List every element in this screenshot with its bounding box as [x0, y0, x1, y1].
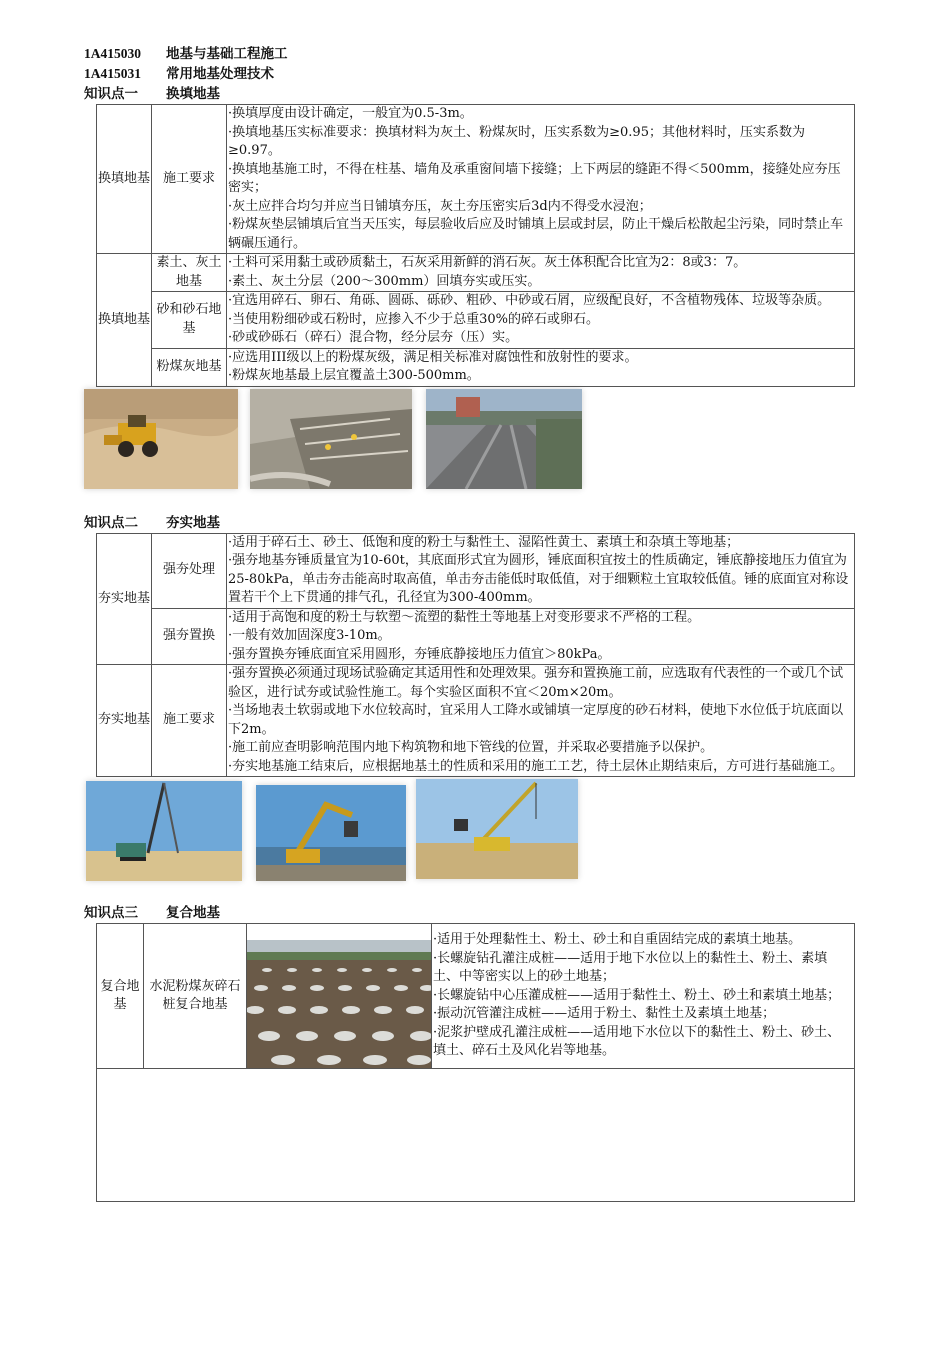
- text-line: ·当使用粉细砂或石粉时，应掺入不少于总重30%的碎石或卵石。: [228, 311, 600, 327]
- text-line: ·泥浆护壁成孔灌注成桩——适用地下水位以下的黏性土、粉土、砂土、填土、碎石土及风化岩等地基。: [433, 1024, 841, 1059]
- kp-title: 换填地基: [166, 86, 220, 102]
- gravel-trench-photo: [250, 389, 412, 489]
- subcategory-cell: 强夯置换: [152, 608, 227, 665]
- kp-label: 知识点二: [84, 514, 138, 530]
- subcategory-cell: 水泥粉煤灰碎石桩复合地基: [144, 924, 247, 1069]
- text-line: ·灰土应拌合均匀并应当日铺填夯压，灰土夯压密实后3d内不得受水浸泡；: [228, 198, 652, 214]
- pile-field-photo: [247, 940, 431, 1068]
- subcategory-cell: 施工要求: [152, 665, 227, 777]
- category-cell: 换填地基: [97, 254, 152, 387]
- table-row: [97, 348, 855, 386]
- table-row: [97, 105, 855, 254]
- table-row: [97, 292, 855, 349]
- section-code: 1A415030: [84, 46, 141, 61]
- text-line: ·振动沉管灌注成桩——适用于粉土、黏性土及素填土地基；: [433, 1006, 776, 1022]
- content-cell: [432, 924, 855, 1069]
- pile-rig-photo: [86, 781, 242, 881]
- text-line: ·土料可采用黏土或砂质黏土，石灰采用新鲜的消石灰。灰土体积配合比宜为2：8或3：7。: [228, 255, 747, 270]
- kp2-photo-strip: [84, 779, 856, 887]
- subcategory-cell: 砂和砂石地基: [152, 292, 227, 349]
- text-line: ·当场地表土软弱或地下水位较高时，宜采用人工降水或铺填一定厚度的砂石材料，使地下水位低于坑底面以下2m。: [228, 703, 844, 737]
- text-line: ·粉煤灰地基最上层宜覆盖土300-500mm。: [228, 368, 480, 383]
- kp-label: 知识点三: [84, 905, 138, 920]
- text-line: ·换填地基压实标准要求：换填材料为灰土、粉煤灰时，压实系数为≥0.95；其他材料时，压实系数为≥0.97。: [228, 124, 805, 158]
- text-line: ·砂或砂砾石（碎石）混合物，经分层夯（压）实。: [228, 330, 519, 345]
- loader-photo: [84, 389, 238, 489]
- section-code: 1A415031: [84, 66, 141, 81]
- kp1-photo-strip: [84, 389, 856, 497]
- subcategory-cell: 粉煤灰地基: [152, 348, 227, 386]
- section-heading-2: [84, 64, 856, 84]
- content-cell: [227, 292, 855, 349]
- text-line: ·适用于碎石土、砂土、低饱和度的粉土与黏性土、湿陷性黄土、素填土和杂填土等地基；: [228, 534, 740, 550]
- kp-title: 夯实地基: [166, 514, 220, 531]
- kp3-table: [96, 923, 855, 1202]
- text-line: ·宜选用碎石、卵石、角砾、圆砾、砾砂、粗砂、中砂或石屑，应级配良好，不含植物残体、垃圾等杂质。: [228, 293, 831, 308]
- subcategory-cell: 强夯处理: [152, 533, 227, 608]
- category-cell: 换填地基: [97, 105, 152, 254]
- table-row: [97, 533, 855, 608]
- section-title: 常用地基处理技术: [166, 66, 274, 82]
- category-cell: 夯实地基: [97, 665, 152, 777]
- text-line: ·夯实地基施工结束后，应根据地基土的性质和采用的施工工艺，待土层休止期结束后，方可进行基础施工。: [228, 758, 844, 774]
- content-cell: [227, 348, 855, 386]
- text-line: ·素土、灰土分层（200～300mm）回填夯实或压实。: [228, 273, 541, 289]
- text-line: ·应选用III级以上的粉煤灰级，满足相关标准对腐蚀性和放射性的要求。: [228, 349, 638, 365]
- text-line: ·一般有效加固深度3-10m。: [228, 628, 391, 643]
- subcategory-cell: 素土、灰土地基: [152, 254, 227, 292]
- kp1-table: [96, 104, 855, 387]
- text-line: ·适用于处理黏性土、粉土、砂土和自重固结完成的素填土地基。: [433, 932, 802, 948]
- table-row: [97, 254, 855, 292]
- text-line: ·粉煤灰垫层铺填后宜当天压实，每层验收后应及时铺填上层或封层，防止干燥后松散起尘污染，同时禁止车辆碾压通行。: [228, 217, 844, 251]
- text-line: ·长螺旋钻中心压灌成桩——适用于黏性土、粉土、砂土和素填土地基；: [433, 987, 841, 1003]
- content-cell: [227, 533, 855, 608]
- text-line: ·长螺旋钻孔灌注成桩——适用于地下水位以上的黏性土、粉土、素填土、中等密实以上的砂土地基；: [433, 950, 828, 985]
- document-page: [84, 44, 856, 1202]
- section-title: 地基与基础工程施工: [166, 46, 288, 62]
- table-row: [97, 924, 855, 1069]
- kp-label: 知识点一: [84, 86, 138, 101]
- content-cell: [227, 665, 855, 777]
- subcategory-cell: 施工要求: [152, 105, 227, 254]
- knowledge-point-3-heading: [84, 903, 856, 923]
- content-cell: [227, 608, 855, 665]
- crawler-crane-photo: [416, 779, 578, 879]
- text-line: ·适用于高饱和度的粉土与软塑～流塑的黏性土等地基上对变形要求不严格的工程。: [228, 609, 701, 625]
- text-line: ·强夯置换夯锤底面宜采用圆形，夯锤底静接地压力值宜＞80kPa。: [228, 646, 611, 662]
- content-cell: [227, 254, 855, 292]
- kp-title: 复合地基: [166, 905, 220, 921]
- knowledge-point-2-heading: [84, 513, 856, 533]
- text-line: ·换填地基施工时，不得在柱基、墙角及承重窗间墙下接缝；上下两层的缝距不得＜500mm，接缝处应夯压密实；: [228, 161, 841, 195]
- text-line: ·强夯置换必须通过现场试验确定其适用性和处理效果。强夯和置换施工前，应选取有代表性的一个或几个试验区，进行试夯或试验性施工。每个实验区面积不宜＜20m×20m。: [228, 666, 844, 700]
- excavator-hammer-photo: [256, 785, 406, 881]
- empty-table-row: [97, 1069, 855, 1202]
- kp2-table: [96, 533, 855, 778]
- empty-cell: [97, 1069, 855, 1202]
- text-line: ·强夯地基夯锤质量宜为10-60t，其底面形式宜为圆形，锤底面积宜按土的性质确定，锤底静接地压力值宜为25-80kPa，单击夯击能高时取高值，单击夯击能低时取低值，对于细颗粒土宜取较低值。锤的底面宜对称设置若干个上下贯通的排气孔，孔径宜为300-400mm。: [228, 553, 849, 605]
- knowledge-point-1-heading: [84, 84, 856, 104]
- text-line: ·换填厚度由设计确定，一般宜为0.5-3m。: [228, 106, 473, 121]
- table-row: [97, 608, 855, 665]
- category-cell: 夯实地基: [97, 533, 152, 665]
- image-cell: [247, 924, 432, 1069]
- road-compaction-photo: [426, 389, 582, 489]
- text-line: ·施工前应查明影响范围内地下构筑物和地下管线的位置，并采取必要措施予以保护。: [228, 740, 714, 755]
- table-row: [97, 665, 855, 777]
- category-cell: 复合地基: [97, 924, 144, 1069]
- section-heading-1: [84, 44, 856, 64]
- content-cell: [227, 105, 855, 254]
